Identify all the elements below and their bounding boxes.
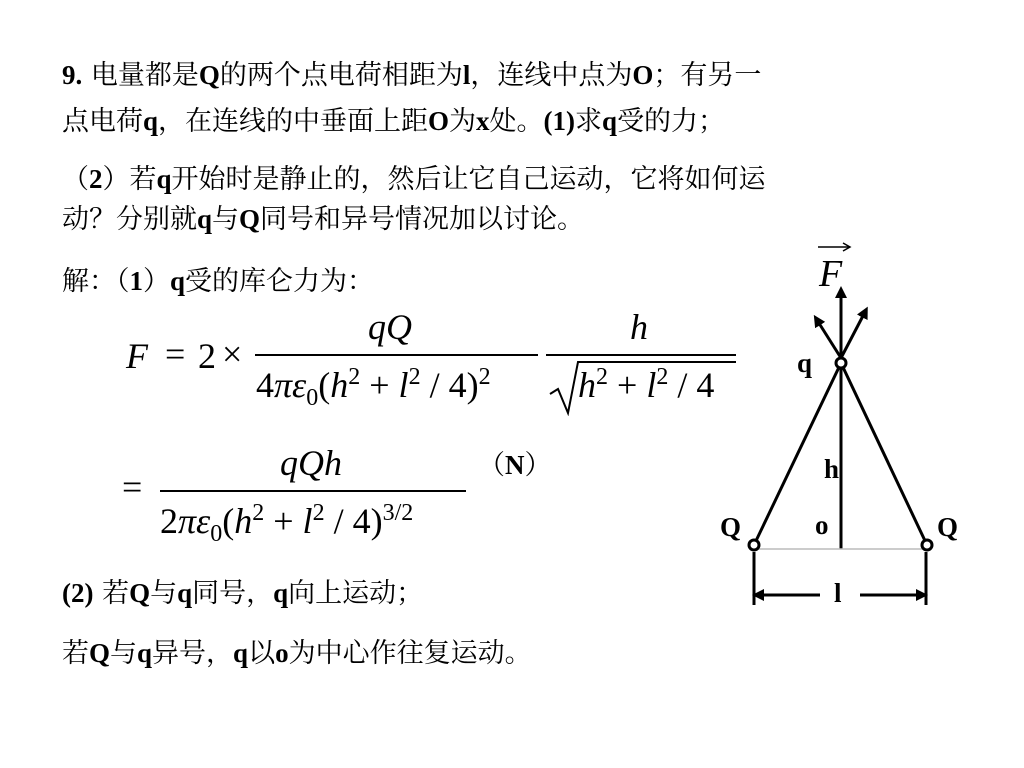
force-arrow-left <box>817 320 841 358</box>
formula2-equals: = <box>122 467 143 507</box>
charge-q-point <box>836 358 846 368</box>
unit-label: （N） <box>478 450 552 481</box>
formula1-F: F <box>126 336 148 376</box>
charge-Q-right-point <box>922 540 932 550</box>
label-Q-right: Q <box>937 512 959 542</box>
solution-header: 解：（1）q受的库仑力为： <box>62 266 375 297</box>
problem-number: 9. <box>62 60 83 90</box>
problem-line-3: （2）若q开始时是静止的，然后让它自己运动，它将如何运 <box>62 164 766 195</box>
problem-line-2: 点电荷q，在连线的中垂面上距O为x处。(1)求q受的力； <box>62 106 726 137</box>
formula1-numerator-2: h <box>630 307 648 347</box>
solution-part-2: (2) 若Q与q同号，q向上运动； <box>62 578 424 609</box>
triangle-right-side <box>841 363 927 545</box>
label-h: h <box>824 454 840 484</box>
formula1-two: 2 <box>198 336 216 376</box>
force-arrow-right <box>841 312 865 358</box>
formula1-denominator-2: $h^2 + l^2 / 4$ <box>578 364 715 405</box>
formula2-denominator: $2\pi\varepsilon_0(h^2 + l^2 / 4)^{3/2}$ <box>160 500 414 548</box>
solution-part-3: 若Q与q异号，q以o为中心作往复运动。 <box>62 638 532 669</box>
label-q: q <box>797 348 813 378</box>
problem-line-4: 动？分别就q与Q同号和异号情况加以讨论。 <box>62 204 585 235</box>
formula1-numerator-1: qQ <box>368 307 412 347</box>
problem-line-1: 9. 电量都是Q的两个点电荷相距为l，连线中点为O；有另一 <box>62 60 762 91</box>
label-l: l <box>834 578 842 608</box>
label-F: F <box>819 253 843 295</box>
formula1-times: × <box>222 334 243 374</box>
formula1-equals: = <box>165 334 186 374</box>
formula2-numerator: qQh <box>280 443 342 483</box>
label-o: o <box>815 510 829 540</box>
formula1-denominator-1: $4\pi\varepsilon_0(h^2 + l^2 / 4)^2$ <box>256 364 491 412</box>
charge-Q-left-point <box>749 540 759 550</box>
label-Q-left: Q <box>720 512 742 542</box>
